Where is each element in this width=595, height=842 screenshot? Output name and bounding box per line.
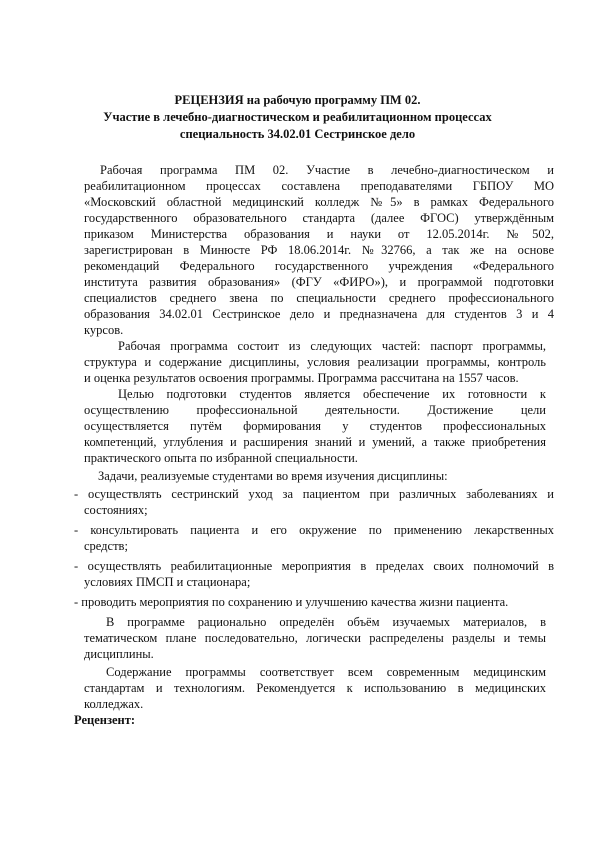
paragraph-line: В программе рационально определён объём изучаемых материалов, в	[106, 615, 546, 629]
task-item: - осуществлять сестринский уход за пациентом при различных заболеваниях и	[74, 487, 554, 501]
paragraph-line: Содержание программы соответствует всем современным медицинским	[106, 665, 546, 679]
paragraph-line: рекомендаций Федерального государственного учреждения «Федерального	[84, 259, 554, 273]
paragraph-line: образования 34.02.01 Сестринское дело и предназначена для студентов 3 и 4	[84, 307, 554, 321]
task-item: - консультировать пациента и его окружение по применению лекарственных	[74, 523, 554, 537]
paragraph-line: реабилитационном процессах составлена преподавателями ГБПОУ МО	[84, 179, 554, 193]
paragraph-line: государственного образовательного стандарта (далее ФГОС) утверждённым	[84, 211, 554, 225]
document-title: РЕЦЕНЗИЯ на рабочую программу ПМ 02.	[174, 93, 421, 107]
task-item: - осуществлять реабилитационные мероприятия в пределах своих полномочий в	[74, 559, 554, 573]
paragraph-line: зарегистрирован в Минюсте РФ 18.06.2014г. №32766, а так же на основе	[84, 243, 554, 257]
document-title-subject: Участие в лечебно-диагностическом и реабилитационном процессах	[103, 110, 492, 124]
task-item: - проводить мероприятия по сохранению и улучшению качества жизни пациента.	[74, 595, 509, 609]
paragraph-line: специалистов среднего звена по специальности среднего профессионального	[84, 291, 554, 305]
paragraph-line: стандартам и технологиям. Рекомендуется к использованию в медицинских	[84, 681, 546, 695]
paragraph-line: колледжах.	[84, 697, 144, 711]
paragraph-line: «Московский областной медицинский колледж №5» в рамках Федерального	[84, 195, 554, 209]
document-title-specialty: специальность 34.02.01 Сестринское дело	[179, 127, 416, 141]
task-item-continuation: состояниях;	[84, 503, 148, 517]
paragraph-line: тематическом плане последовательно, логически распределены разделы и темы	[84, 631, 546, 645]
paragraph-line: приказом Министерства образования и науки от 12.05.2014г. №502,	[84, 227, 554, 241]
paragraph-line: практического опыта по избранной специальности.	[84, 451, 358, 465]
paragraph-line: Рабочая программа ПМ 02. Участие в лечебно-диагностическом и	[100, 163, 554, 177]
paragraph-line: структура и содержание дисциплины, условия реализации программы, контроль	[84, 355, 546, 369]
task-item-continuation: условиях ПМСП и стационара;	[84, 575, 251, 589]
paragraph-line: и оценка результатов освоения программы. Программа рассчитана на 1557 часов.	[84, 371, 519, 385]
paragraph-line: дисциплины.	[84, 647, 154, 661]
task-item-continuation: средств;	[84, 539, 128, 553]
reviewer-label: Рецензент:	[74, 713, 136, 727]
paragraph-line: компетенций, углубления и расширения знаний и умений, а также приобретения	[84, 435, 546, 449]
paragraph-line: Рабочая программа состоит из следующих частей: паспорт программы,	[118, 339, 546, 353]
tasks-intro: Задачи, реализуемые студентами во время изучения дисциплины:	[98, 469, 448, 483]
paragraph-line: осуществлению профессиональной деятельности. Достижение цели	[84, 403, 546, 417]
paragraph-line: института развития образования» (ФГУ «ФИРО»), и программой подготовки	[84, 275, 554, 289]
paragraph-line: Целью подготовки студентов является обеспечение их готовности к	[118, 387, 546, 401]
paragraph-line: осуществляется путём формирования у студентов профессиональных	[84, 419, 546, 433]
paragraph-line: курсов.	[84, 323, 124, 337]
